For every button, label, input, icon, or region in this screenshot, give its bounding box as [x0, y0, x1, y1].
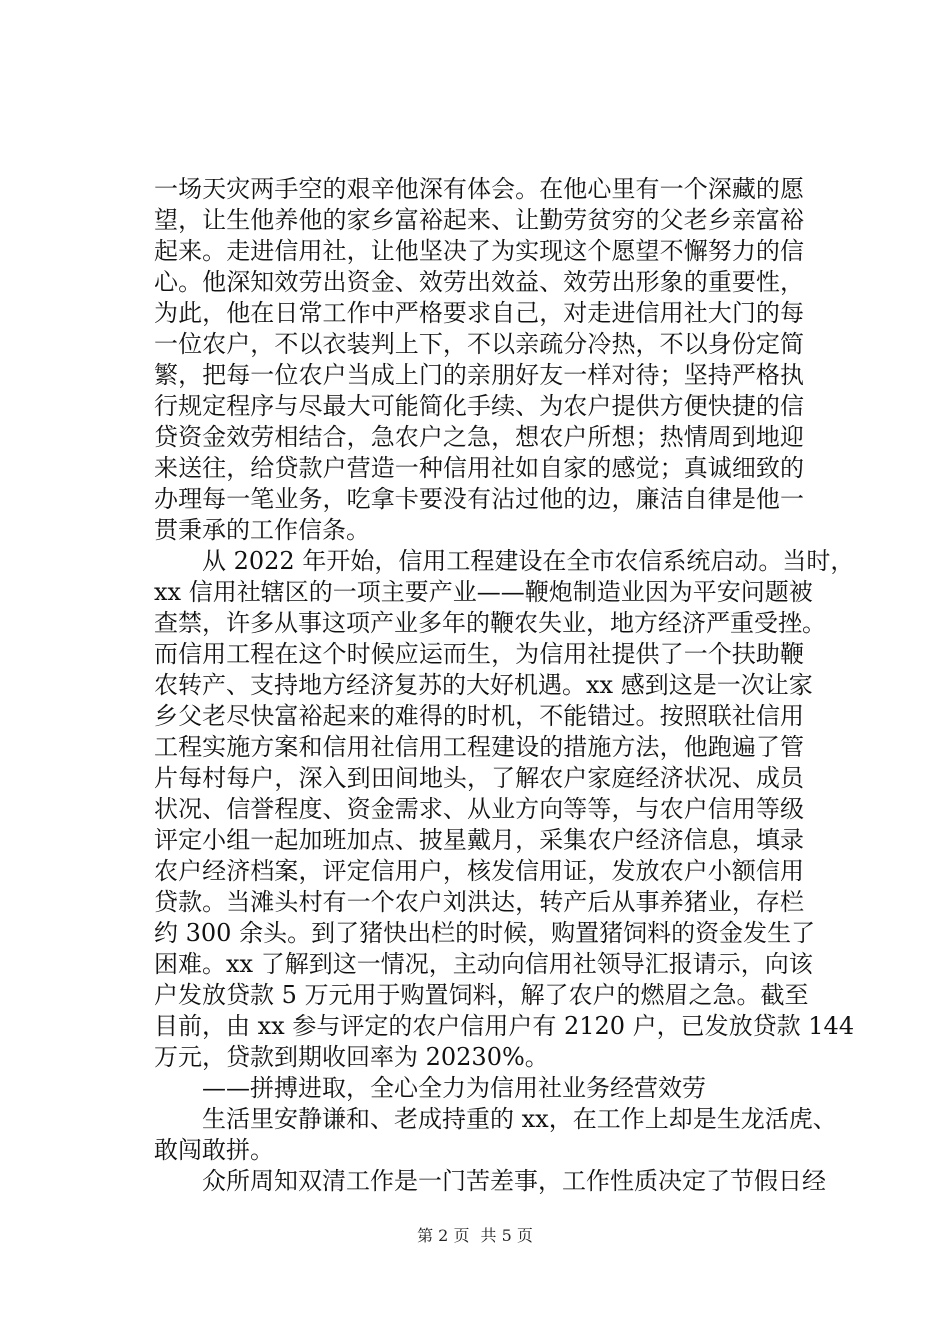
text-line: 而信用工程在这个时候应运而生，为信用社提供了一个扶助鞭	[154, 640, 804, 668]
section-heading	[154, 1073, 804, 1104]
text-line: xx 信用社辖区的一项主要产业——鞭炮制造业因为平安问题被	[154, 578, 813, 606]
page-footer	[0, 1226, 950, 1246]
text-line: 来送往，给贷款户营造一种信用社如自家的感觉；真诚细致的	[154, 454, 804, 482]
text-line: 一位农户，不以衣装判上下，不以亲疏分冷热，不以身份定简	[154, 330, 804, 358]
text-line: 乡父老尽快富裕起来的难得的时机，不能错过。按照联社信用	[154, 702, 804, 730]
text-line: 查禁，许多从事这项产业多年的鞭农失业，地方经济严重受挫。	[154, 609, 826, 637]
paragraph-1	[154, 174, 804, 546]
text-line: 为此，他在日常工作中严格要求自己，对走进信用社大门的每	[154, 299, 804, 327]
text-line: 农户经济档案，评定信用户，核发信用证，发放农户小额信用	[154, 857, 804, 885]
text-line: 繁，把每一位农户当成上门的亲朋好友一样对待；坚持严格执	[154, 361, 804, 389]
text-line: 片每村每户，深入到田间地头，了解农户家庭经济状况、成员	[154, 764, 804, 792]
text-line: 户发放贷款 5 万元用于购置饲料，解了农户的燃眉之急。截至	[154, 981, 809, 1009]
text-line: 办理每一笔业务，吃拿卡要没有沾过他的边，廉洁自律是他一	[154, 485, 804, 513]
text-line: 一场天灾两手空的艰辛他深有体会。在他心里有一个深藏的愿	[154, 175, 804, 203]
text-line: ——拼搏进取，全心全力为信用社业务经营效劳	[202, 1074, 706, 1102]
text-line: 约 300 余头。到了猪快出栏的时候，购置猪饲料的资金发生了	[154, 919, 816, 947]
text-line: 起来。走进信用社，让他坚决了为实现这个愿望不懈努力的信	[154, 237, 804, 265]
text-line: 状况、信誉程度、资金需求、从业方向等等，与农户信用等级	[154, 795, 804, 823]
text-line: 望，让生他养他的家乡富裕起来、让勤劳贫穷的父老乡亲富裕	[154, 206, 804, 234]
page-number: 第 2 页	[417, 1226, 470, 1245]
text-line: 农转产、支持地方经济复苏的大好机遇。xx 感到这是一次让家	[154, 671, 813, 699]
text-line: 贷款。当滩头村有一个农户刘洪达，转产后从事养猪业，存栏	[154, 888, 804, 916]
page-total: 共 5 页	[480, 1226, 533, 1245]
text-line: 生活里安静谦和、老成持重的 xx，在工作上却是生龙活虎、	[202, 1105, 837, 1133]
text-line: 贯秉承的工作信条。	[154, 516, 370, 544]
text-line: 目前，由 xx 参与评定的农户信用户有 2120 户，已发放贷款 144	[154, 1012, 855, 1040]
text-line: 行规定程序与尽最大可能简化手续、为农户提供方便快捷的信	[154, 392, 804, 420]
text-line: 工程实施方案和信用社信用工程建设的措施方法，他跑遍了管	[154, 733, 804, 761]
body-text	[154, 174, 855, 1197]
paragraph-4	[154, 1104, 837, 1166]
paragraph-5	[154, 1166, 826, 1197]
text-line: 万元，贷款到期收回率为 20230%。	[154, 1043, 549, 1071]
text-line: 贷资金效劳相结合，急农户之急，想农户所想；热情周到地迎	[154, 423, 804, 451]
text-line: 从 2022 年开始，信用工程建设在全市农信系统启动。当时，	[202, 547, 855, 575]
paragraph-2	[154, 546, 855, 1073]
text-line: 评定小组一起加班加点、披星戴月，采集农户经济信息，填录	[154, 826, 804, 854]
text-line: 心。他深知效劳出资金、效劳出效益、效劳出形象的重要性，	[154, 268, 804, 296]
text-line: 困难。xx 了解到这一情况，主动向信用社领导汇报请示，向该	[154, 950, 813, 978]
text-line: 敢闯敢拼。	[154, 1136, 274, 1164]
text-line: 众所周知双清工作是一门苦差事，工作性质决定了节假日经	[202, 1167, 826, 1195]
